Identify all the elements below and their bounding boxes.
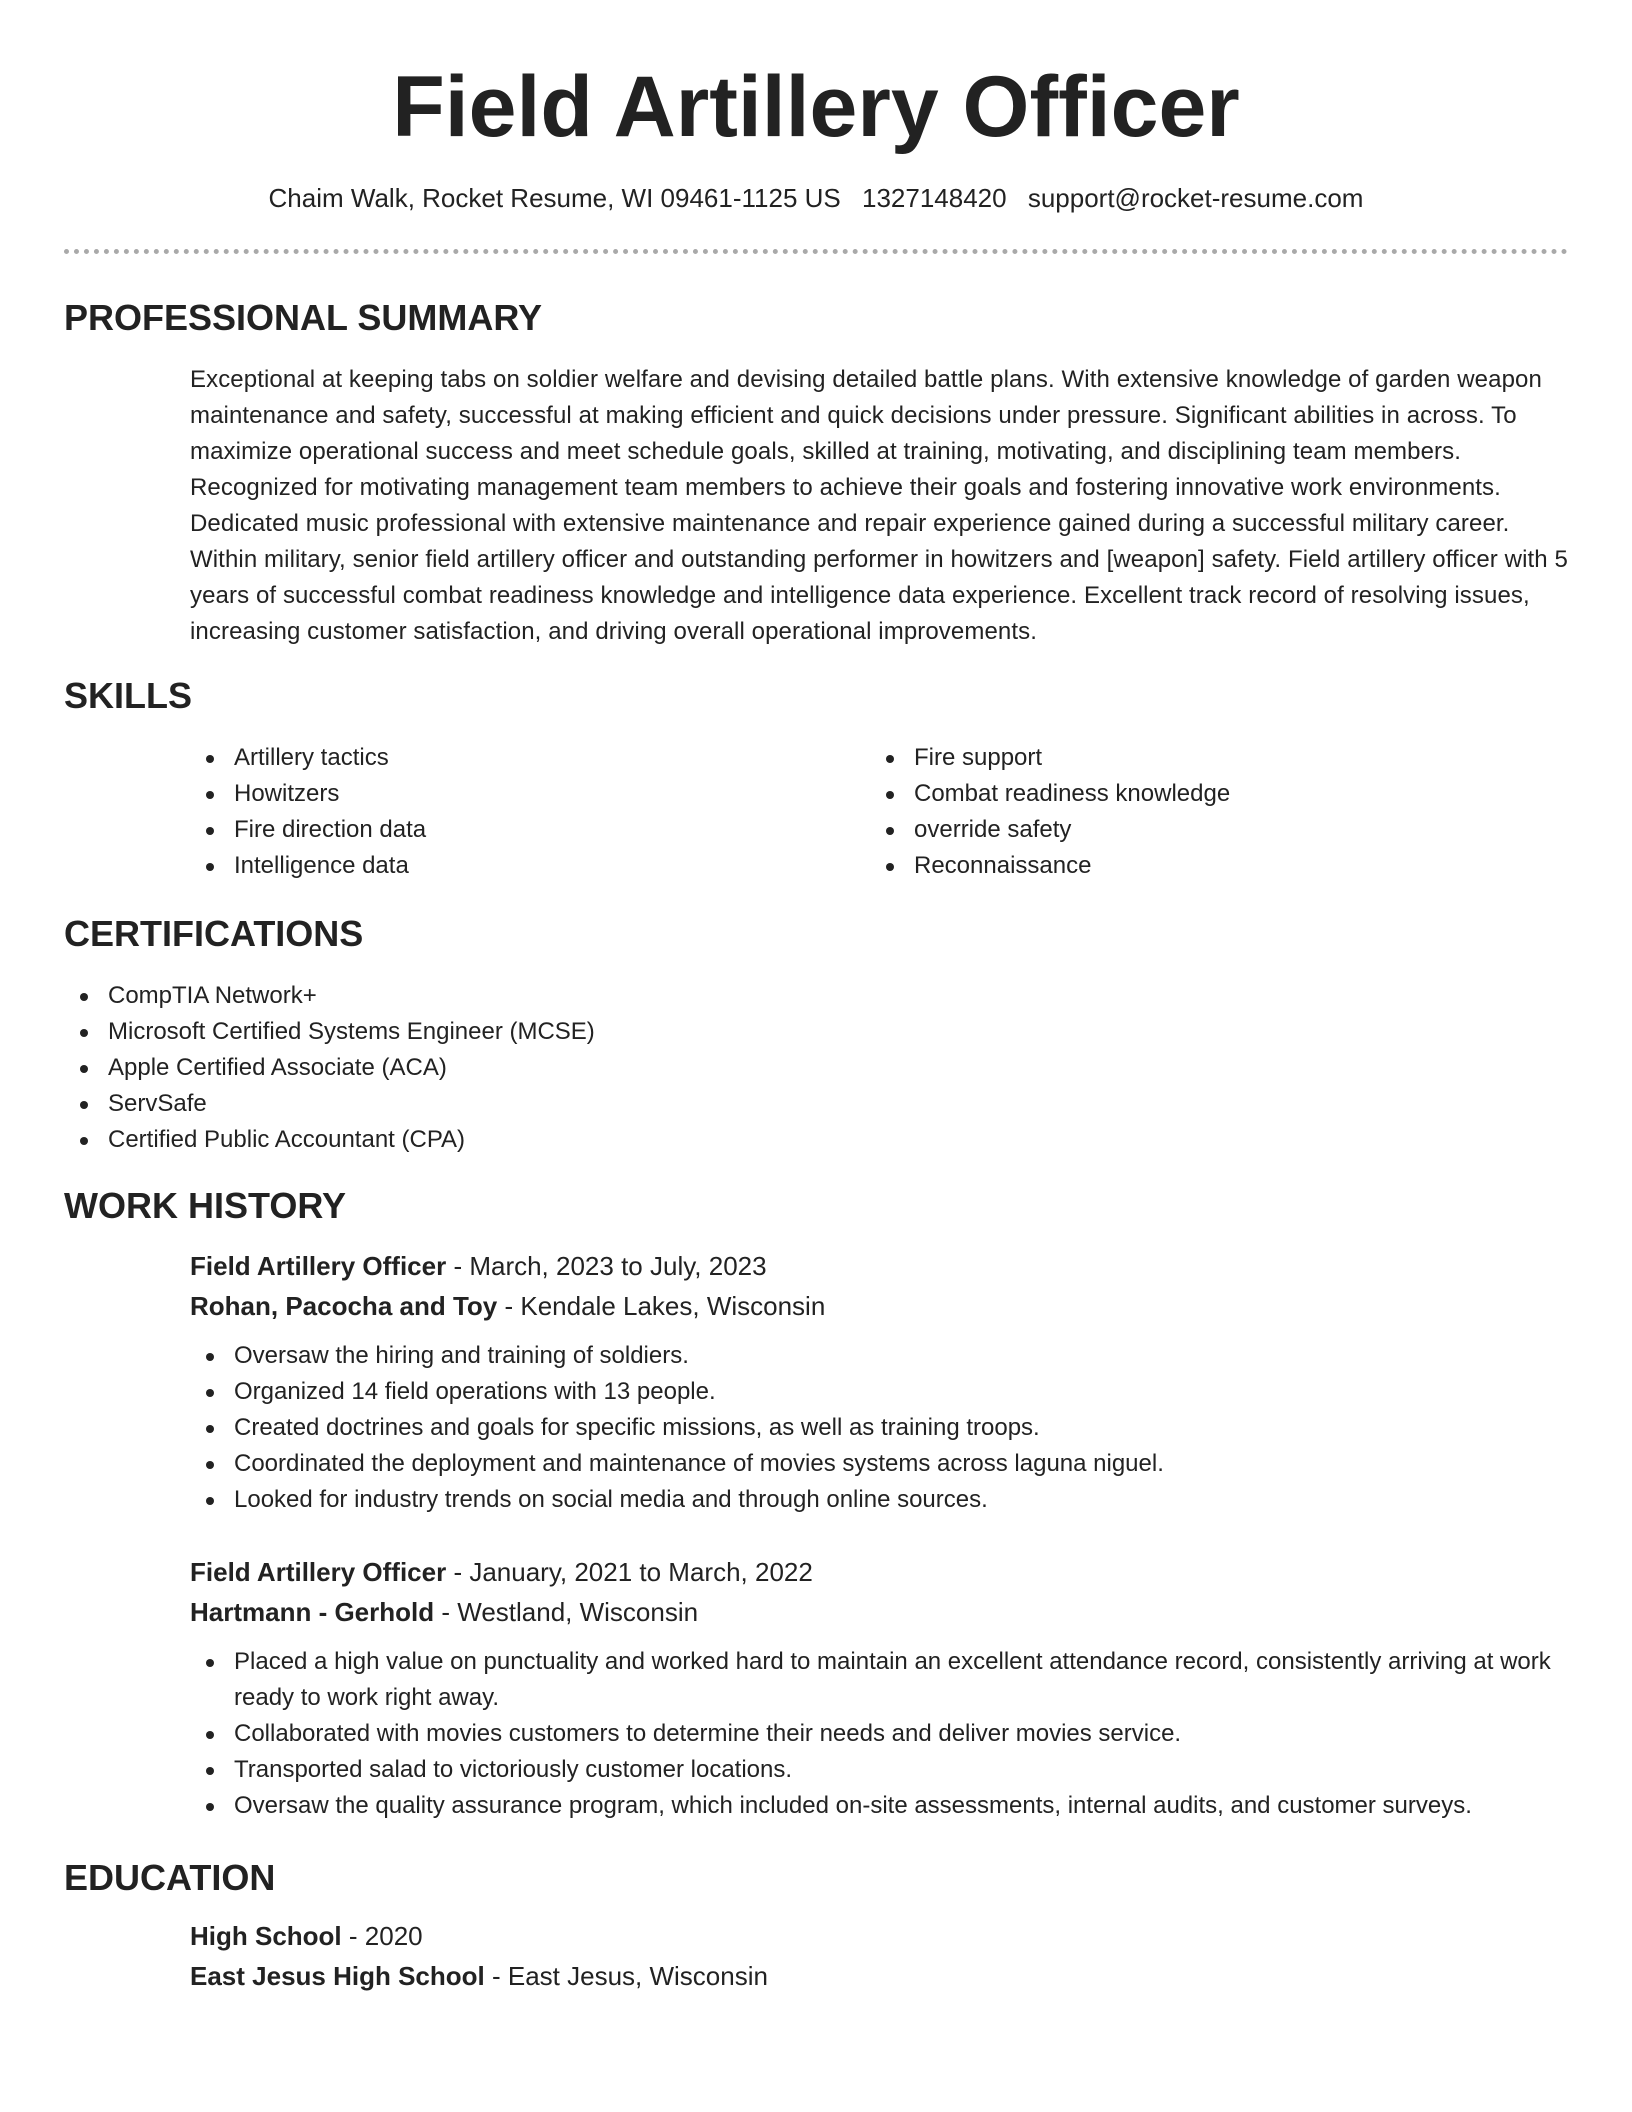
skills-section — [64, 674, 1568, 884]
job-bullet: Created doctrines and goals for specific missions, as well as training troops. — [190, 1410, 1568, 1446]
job-bullet: Looked for industry trends on social media and through online sources. — [190, 1482, 1568, 1518]
skill-item: Reconnaissance — [870, 848, 1550, 884]
skill-item: override safety — [870, 812, 1550, 848]
skill-item: Combat readiness knowledge — [870, 776, 1550, 812]
job-location: - Westland, Wisconsin — [434, 1597, 699, 1627]
skills-grid — [190, 740, 1568, 884]
skill-item: Fire direction data — [190, 812, 870, 848]
job-dates: - January, 2021 to March, 2022 — [446, 1557, 813, 1587]
education-school-line — [190, 1956, 1568, 1996]
job-bullets — [190, 1338, 1568, 1518]
certification-item: Certified Public Accountant (CPA) — [64, 1122, 1568, 1158]
certification-item: Microsoft Certified Systems Engineer (MCSE) — [64, 1014, 1568, 1050]
certifications-heading: CERTIFICATIONS — [64, 913, 364, 954]
job-location: - Kendale Lakes, Wisconsin — [497, 1291, 826, 1321]
work-history-section — [64, 1184, 1568, 1228]
skill-item: Artillery tactics — [190, 740, 870, 776]
skills-heading: SKILLS — [64, 675, 193, 716]
skill-item: Fire support — [870, 740, 1550, 776]
job-title-line — [190, 1552, 1568, 1592]
job-bullet: Transported salad to victoriously customer locations. — [190, 1752, 1568, 1788]
certification-item: Apple Certified Associate (ACA) — [64, 1050, 1568, 1086]
job-title-line — [190, 1246, 1568, 1286]
job-bullet: Oversaw the hiring and training of soldiers. — [190, 1338, 1568, 1374]
job-title: Field Artillery Officer — [190, 1557, 447, 1587]
certification-item: CompTIA Network+ — [64, 978, 1568, 1014]
summary-text: Exceptional at keeping tabs on soldier welfare and devising detailed battle plans. With extensive knowledge of garden weapon maintenance and safety, successful at making efficient and quick decisions under pressure. Significant abilities in across. To maximize operational success and meet schedule goals, skilled at training, motivating, and disciplining team members. Recognized for motivating management team members to achieve their goals and fostering innovative work environments. Dedicated music professional with extensive maintenance and repair experience gained during a successful military career. Within military, senior field artillery officer and outstanding performer in howitzers and [weapon] safety. Field artillery officer with 5 years of successful combat readiness knowledge and intelligence data experience. Excellent track record of resolving issues, increasing customer satisfaction, and driving overall operational improvements. — [190, 366, 1568, 645]
contact-email: support@rocket-resume.com — [1027, 183, 1364, 213]
job-company: Rohan, Pacocha and Toy — [190, 1291, 498, 1321]
summary-section — [64, 296, 1568, 650]
certifications-section — [64, 912, 1568, 1158]
job-bullet: Coordinated the deployment and maintenance of movies systems across laguna niguel. — [190, 1446, 1568, 1482]
job-bullets — [190, 1644, 1568, 1824]
certifications-list — [64, 978, 1568, 1158]
contact-line — [0, 180, 1632, 216]
skill-item: Intelligence data — [190, 848, 870, 884]
education-degree-line — [190, 1916, 1568, 1956]
job-entry — [64, 1246, 1568, 1518]
job-bullet: Organized 14 field operations with 13 people. — [190, 1374, 1568, 1410]
job-dates: - March, 2023 to July, 2023 — [446, 1251, 767, 1281]
job-title: Field Artillery Officer — [190, 1251, 447, 1281]
job-bullet: Collaborated with movies customers to determine their needs and deliver movies service. — [190, 1716, 1568, 1752]
job-company: Hartmann - Gerhold — [190, 1597, 435, 1627]
certification-item: ServSafe — [64, 1086, 1568, 1122]
job-bullet: Placed a high value on punctuality and worked hard to maintain an excellent attendance record, consistently arriving at work ready to work right away. — [190, 1644, 1568, 1716]
job-company-line — [190, 1286, 1568, 1326]
contact-phone: 1327148420 — [861, 183, 1007, 213]
job-company-line — [190, 1592, 1568, 1632]
education-location: - East Jesus, Wisconsin — [484, 1961, 768, 1991]
contact-address: Chaim Walk, Rocket Resume, WI 09461-1125 US — [268, 183, 841, 213]
job-bullet: Oversaw the quality assurance program, which included on-site assessments, internal audits, and customer surveys. — [190, 1788, 1568, 1824]
skill-item: Howitzers — [190, 776, 870, 812]
education-heading: EDUCATION — [64, 1857, 276, 1898]
education-school: East Jesus High School — [190, 1961, 485, 1991]
summary-heading: PROFESSIONAL SUMMARY — [64, 297, 543, 338]
job-entry — [64, 1552, 1568, 1824]
skills-list-right — [870, 740, 1550, 884]
work-history-heading: WORK HISTORY — [64, 1185, 347, 1226]
header-divider — [64, 249, 1568, 254]
education-year: - 2020 — [341, 1921, 423, 1951]
resume-name: Field Artillery Officer — [392, 59, 1240, 155]
education-degree: High School — [190, 1921, 342, 1951]
education-section — [64, 1856, 1568, 1996]
skills-list-left — [190, 740, 870, 884]
